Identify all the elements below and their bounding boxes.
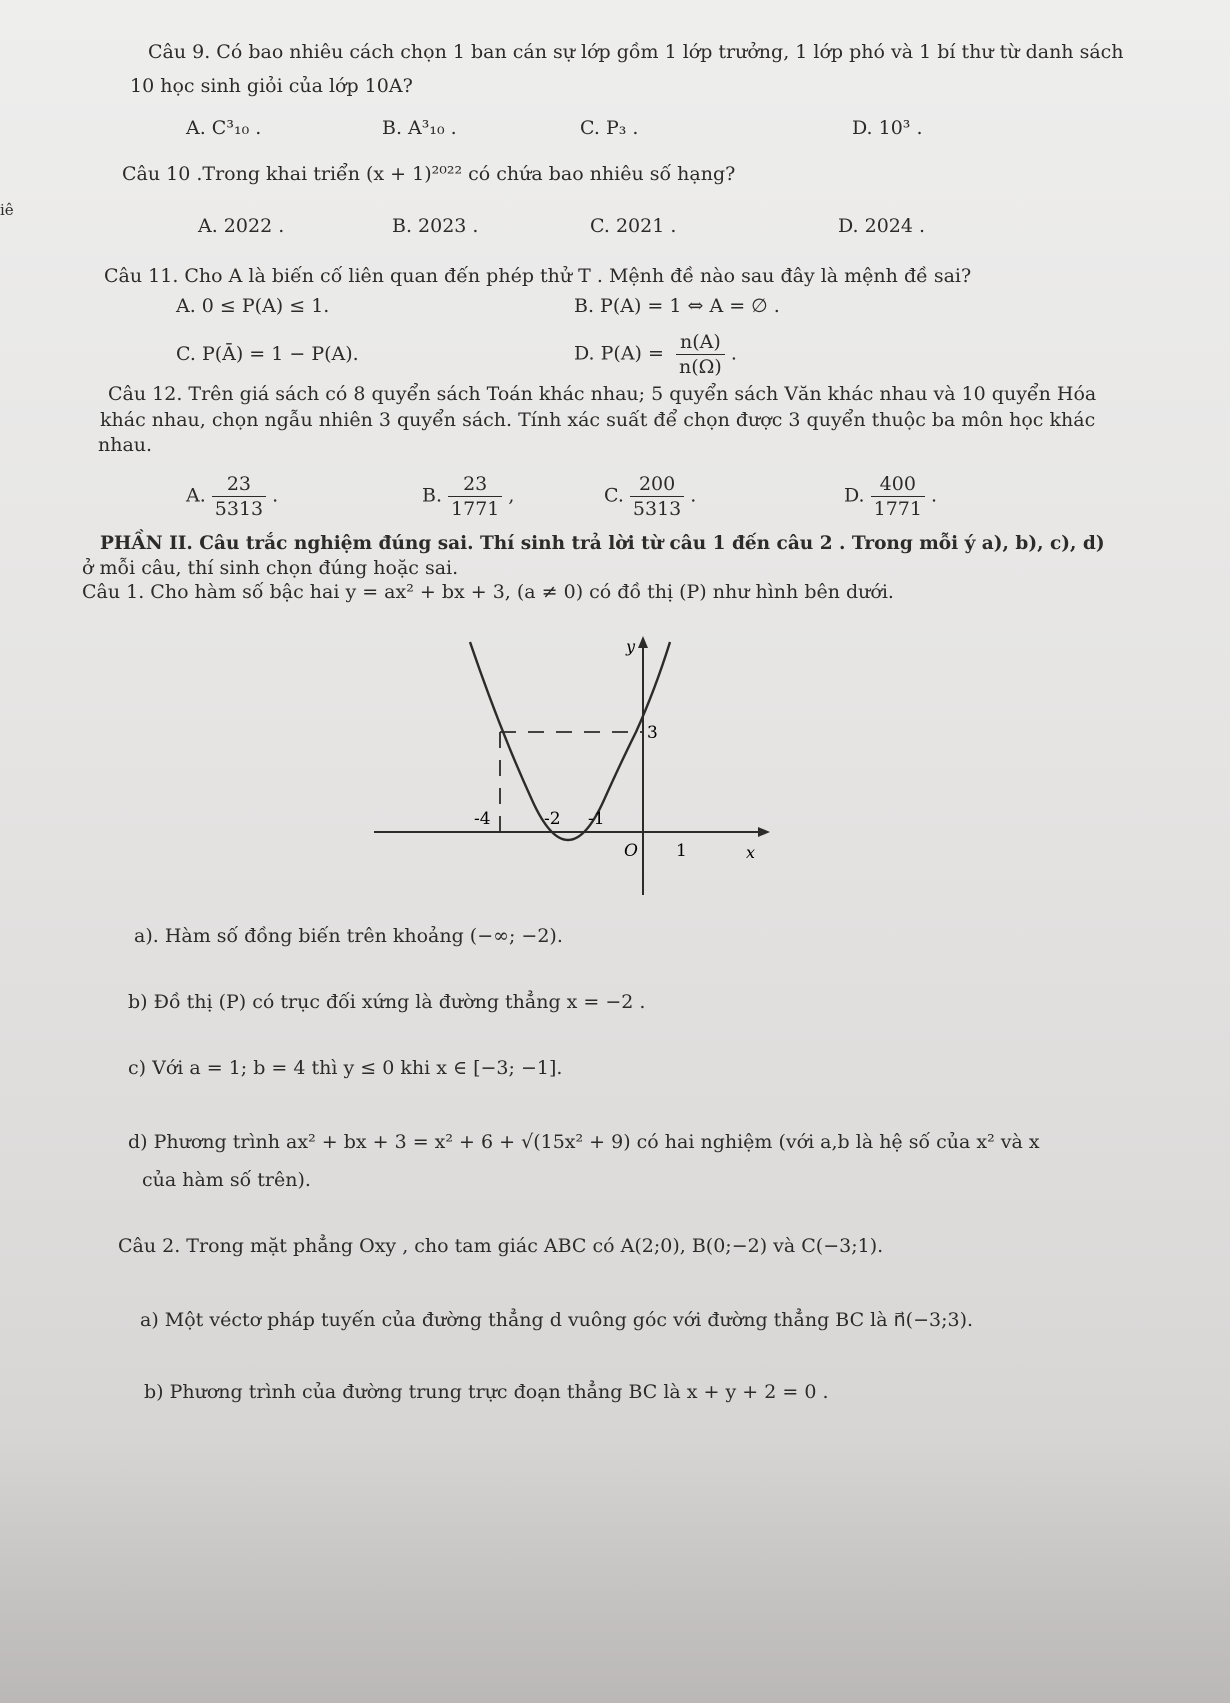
x-axis-label: x [746, 843, 756, 862]
q11-option-d: D. P(A) = $\frac{n(A)}{n(\Omega)}$ . [574, 331, 737, 378]
q9-line2: 10 học sinh giỏi của lớp 10A? [130, 75, 413, 97]
fraction-numerator: 200 [630, 472, 684, 497]
option-fraction [630, 472, 684, 521]
q11-line1: Câu 11. Cho A là biến cố liên quan đến phép thử T . Mệnh đề nào sau đây là mệnh đề sai? [104, 265, 972, 287]
p2q2-statement-a: a) Một véctơ pháp tuyến của đường thẳng d vuông góc với đường thẳng BC là n⃗(−3;3). [140, 1309, 974, 1331]
p2q1-statement-d-line1: d) Phương trình ax² + bx + 3 = x² + 6 + √(15x² + 9) có hai nghiệm (với a,b là hệ số của x² và x [128, 1131, 1040, 1153]
p2q1-statement-c: c) Với a = 1; b = 4 thì y ≤ 0 khi x ∈ [−3; −1]. [128, 1057, 563, 1079]
q12-option-a: A. $\frac{23}{5313}$ . [186, 473, 279, 520]
p2q2-line1: Câu 2. Trong mặt phẳng Oxy , cho tam giác ABC có A(2;0), B(0;−2) và C(−3;1). [118, 1235, 884, 1257]
fraction-denominator: 5313 [214, 498, 264, 520]
y-axis-arrow-icon [638, 636, 648, 648]
fraction-numerator: 400 [871, 472, 925, 497]
fraction-denominator: 1771 [873, 498, 922, 520]
q12-option-b: B. $\frac{23}{1771}$ , [422, 473, 515, 520]
tick-label-3: 3 [647, 723, 658, 743]
parabola-graph [372, 630, 772, 900]
paper-shadow [0, 1440, 1230, 1703]
q12-line2: khác nhau, chọn ngẫu nhiên 3 quyển sách. Tính xác suất để chọn được 3 quyển thuộc ba môn học khác [100, 409, 1096, 431]
option-label: B. [422, 484, 443, 507]
tick-label-neg1: -1 [588, 809, 605, 829]
q9-option-b: B. A³₁₀ . [382, 117, 457, 139]
q10-option-a: A. 2022 . [198, 215, 285, 237]
margin-text: iê [0, 201, 14, 219]
p2q1-statement-a: a). Hàm số đồng biến trên khoảng (−∞; −2). [134, 925, 563, 947]
p2q1-statement-d-line2: của hàm số trên). [142, 1169, 311, 1191]
q9-option-c: C. P₃ . [580, 117, 639, 139]
q9-option-a: A. C³₁₀ . [186, 117, 262, 139]
q10-line1: Câu 10 .Trong khai triển (x + 1)²⁰²² có chứa bao nhiêu số hạng? [122, 163, 736, 185]
fraction-numerator: n(A) [676, 330, 725, 355]
q12-line3: nhau. [98, 434, 153, 456]
q11-option-c: C. P(Ā) = 1 − P(A). [176, 343, 359, 365]
q10-option-c: C. 2021 . [590, 215, 677, 237]
fraction-denominator: 5313 [632, 498, 682, 520]
tick-label-neg4: -4 [474, 809, 491, 829]
q12-option-c: C. $\frac{200}{5313}$ . [604, 473, 697, 520]
x-axis-arrow-icon [758, 827, 770, 837]
option-fraction [871, 472, 925, 521]
q12-option-d: D. $\frac{400}{1771}$ . [844, 473, 938, 520]
fraction-numerator: 23 [212, 472, 266, 497]
q12-line1: Câu 12. Trên giá sách có 8 quyển sách Toán khác nhau; 5 quyển sách Văn khác nhau và 10 quyển Hóa [108, 383, 1097, 405]
part2-heading-line1: PHẦN II. Câu trắc nghiệm đúng sai. Thí sinh trả lời từ câu 1 đến câu 2 . Trong mỗi ý a), b), c), d) [100, 533, 1105, 554]
origin-label: O [624, 841, 638, 861]
q11-option-d-prefix: D. P(A) = [574, 342, 670, 365]
tick-label-1: 1 [676, 841, 687, 861]
p2q1-statement-b: b) Đồ thị (P) có trục đối xứng là đường thẳng x = −2 . [128, 991, 646, 1013]
option-label: A. [186, 484, 206, 507]
q11-option-b: B. P(A) = 1 ⇔ A = ∅ . [574, 295, 780, 317]
q11-option-d-fraction [676, 330, 725, 379]
option-label: C. [604, 484, 624, 507]
fraction-denominator: n(Ω) [678, 356, 722, 378]
q9-option-d: D. 10³ . [852, 117, 923, 139]
q11-option-a: A. 0 ≤ P(A) ≤ 1. [176, 295, 330, 317]
p2q2-statement-b: b) Phương trình của đường trung trực đoạn thẳng BC là x + y + 2 = 0 . [144, 1381, 829, 1403]
option-fraction [212, 472, 266, 521]
option-label: D. [844, 484, 865, 507]
p2q1-line1: Câu 1. Cho hàm số bậc hai y = ax² + bx + 3, (a ≠ 0) có đồ thị (P) như hình bên dưới. [82, 581, 894, 603]
fraction-numerator: 23 [448, 472, 502, 497]
tick-label-neg2: -2 [544, 809, 561, 829]
option-fraction [448, 472, 502, 521]
q10-option-b: B. 2023 . [392, 215, 479, 237]
y-axis-label: y [626, 637, 636, 656]
q10-option-d: D. 2024 . [838, 215, 926, 237]
fraction-denominator: 1771 [451, 498, 500, 520]
part2-heading-line2: ở mỗi câu, thí sinh chọn đúng hoặc sai. [82, 557, 459, 579]
q9-line1: Câu 9. Có bao nhiêu cách chọn 1 ban cán sự lớp gồm 1 lớp trưởng, 1 lớp phó và 1 bí thư từ danh sách [148, 41, 1124, 63]
